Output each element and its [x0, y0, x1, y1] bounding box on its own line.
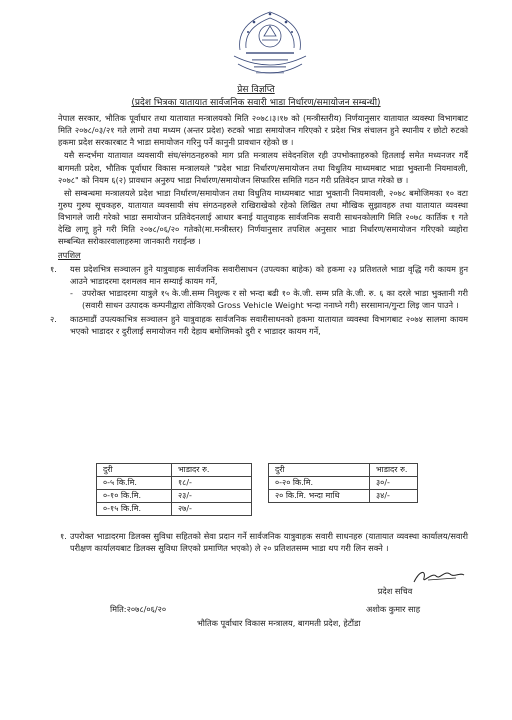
signatory-title: प्रदेश सचिव [377, 586, 413, 596]
table-row [97, 503, 252, 516]
list-number: १. [50, 263, 57, 274]
paragraph: नेपाल सरकार, भौतिक पूर्वाधार तथा यातायात मन्त्रालयको मिति २०७८।३।१७ को (मन्त्रीस्तरीय) निर्णयानुसार यातायात व्यवस्था विभागबाट मिति २०७८/०३/२१ गते लामो तथा मध्यम (अन्तर प्रदेश) रुटको भाडा समायोजन गरिएको र प्रदेश भित्र संचालन हुने स्थानीय र छोटो रुटको हकमा प्रदेश सरकारबाट नै भाडा समायोजन गरिनु पर्ने कानुनी प्रावधान रहेको छ । [58, 113, 468, 148]
column-header-fare: भाडादर रु. [370, 464, 418, 477]
tapsil-heading: तपशिल [58, 249, 81, 260]
government-seal-logo [224, 4, 316, 86]
press-release-subtitle: (प्रदेश भित्रका यातायात सार्वजनिक सवारी भाडा निर्धारण/समायोजन सम्बन्धी) [131, 98, 381, 108]
press-release-title: प्रेस विज्ञप्ति [237, 85, 275, 95]
fare-cell: २३/- [172, 490, 252, 503]
fare-cell: १८/- [172, 477, 252, 490]
distance-cell: ०-१० कि.मि. [97, 490, 172, 503]
fare-table-short [96, 463, 252, 516]
list-item-text: काठमाडौं उपत्यकाभित्र सञ्चालन हुने यात्रुवाहक सार्वजनिक सवारीसाधनको हकमा यातायात व्यवस्था विभागबाट २०७४ सालमा कायम भएको भाडादर र दुरीलाई समायोजन गरी देहाय बमोजिमको दुरी र भाडादर कायम गर्ने, [70, 314, 468, 337]
table-row [97, 490, 252, 503]
column-header-distance: दुरी [97, 464, 172, 477]
table-row [269, 477, 418, 490]
distance-cell: २० कि.मि. भन्दा माथि [269, 490, 370, 503]
fare-cell: २७/- [172, 503, 252, 516]
table-header-row [97, 464, 252, 477]
list-item-text: यस प्रदेशभित्र सञ्चालन हुने यात्रुवाहक सार्वजनिक सवारीसाधन (उपत्यका बाहेक) को हकमा २३ प्रतिशतले भाडा वृद्धि गरी कायम हुन आउने भाडादरमा दशमलव मान सम्याई कायम गर्ने, [70, 263, 468, 286]
body-text [50, 112, 468, 338]
sub-item [70, 287, 468, 311]
list-item-text: उपरोक्त भाडादरमा डिलक्स सुविधा सहितको सेवा प्रदान गर्ने सार्वजनिक यात्रुवाहक सवारी साधनहरु (यातायात व्यवस्था कार्यालय/सवारी परीक्षण कार्यालयबाट डिलक्स सुविधा लिएको प्रमाणित भएको) ले २० प्रतिशतसम्म भाडा थप गरी लिन सक्ने । [70, 531, 468, 554]
signatory-name: अशोक कुमार साह [365, 604, 421, 614]
distance-cell: ०-१५ कि.मि. [97, 503, 172, 516]
bullet-dash: - [70, 287, 73, 298]
list-number: १. [60, 531, 67, 541]
table-row [97, 477, 252, 490]
fare-table-long [268, 463, 418, 503]
list-item [50, 313, 468, 337]
sub-item-text: उपरोक्त भाडादरमा यात्रुले १५ के.जी.सम्म निशुल्क र सो भन्दा बढी १० के.जी. सम्म प्रति के.जी. रु. ६ का दरले भाडा भुक्तानी गरी (सवारी साधन उत्पादक कम्पनीद्वारा तोकिएको Gross Vehicle Weight भन्दा ननाघ्ने गरी) सरसामान/गुन्टा लिइ जान पाउने । [82, 287, 468, 311]
table-header-row [269, 464, 418, 477]
column-header-fare: भाडादर रु. [172, 464, 252, 477]
paragraph: सो सम्बन्धमा मन्त्रालयले प्रदेश भाडा निर्धारण/समायोजन तथा विधुतिय माध्यमबाट भाडा भुक्तानी नियमावली, २०७८ बमोजिमका १० वटा गुरुघ गुरुघ सूचकहरु, यातायात व्यवसायी संघ संगठनहरुले राखिराखेको रहेको लिखित तथा मौखिक सुझावहरु तथा यातायात व्यवस्था विभागले जारी गरेको भाडा समायोजन प्रतिवेदनलाई आधार बनाई यातुवाहक सार्वजनिक सवारी साधनकोलागि मिति २०७८ कार्तिक १ गते देखि लागू हुने गरी मिति २०७८/०६/२० गतेको(मा.मन्त्रीस्तर) निर्णयानुसार तपशिल अनुसार भाडा निर्धारण/समायोजन गरिएको व्यहोरा सम्बन्धित सरोकारवालाहरुमा जानकारी गराईन्छ । [58, 187, 468, 247]
distance-cell: ०-५ कि.मि. [97, 477, 172, 490]
list-number: २. [50, 314, 57, 325]
table-row [269, 490, 418, 503]
distance-cell: ०-२० कि.मि. [269, 477, 370, 490]
list-item [50, 263, 468, 312]
issue-date: मिति:२०७८/०६/२० [110, 604, 167, 614]
office-name: भौतिक पूर्वाधार विकास मन्त्रालय, बागमती प्रदेश, हेटौंडा [197, 618, 361, 628]
fare-cell: ३०/- [370, 477, 418, 490]
column-header-distance: दुरी [269, 464, 370, 477]
list-item [60, 530, 468, 554]
fare-cell: ३४/- [370, 490, 418, 503]
paragraph: यसै सन्दर्भमा यातायात व्यवसायी संघ/संगठनहरुको माग प्रति मन्त्रालय संवेदनशिल रही उपभोक्ताहरुको हितलाई समेत मध्यनजर गर्दै बागमती प्रदेश, भौतिक पूर्वाधार विकास मन्त्रालयले "प्रदेश भाडा निर्धारण/समायोजन तथा विधुतिय माध्यमबाट भाडा भुक्तानी नियमावली, २०७८" को नियम ६(२) प्रावधान अनुरुप भाडा निर्धारण/समायोजन सिफारिस समिति गठन गरी प्रतिवेदन प्राप्त गरेको छ । [58, 150, 468, 185]
